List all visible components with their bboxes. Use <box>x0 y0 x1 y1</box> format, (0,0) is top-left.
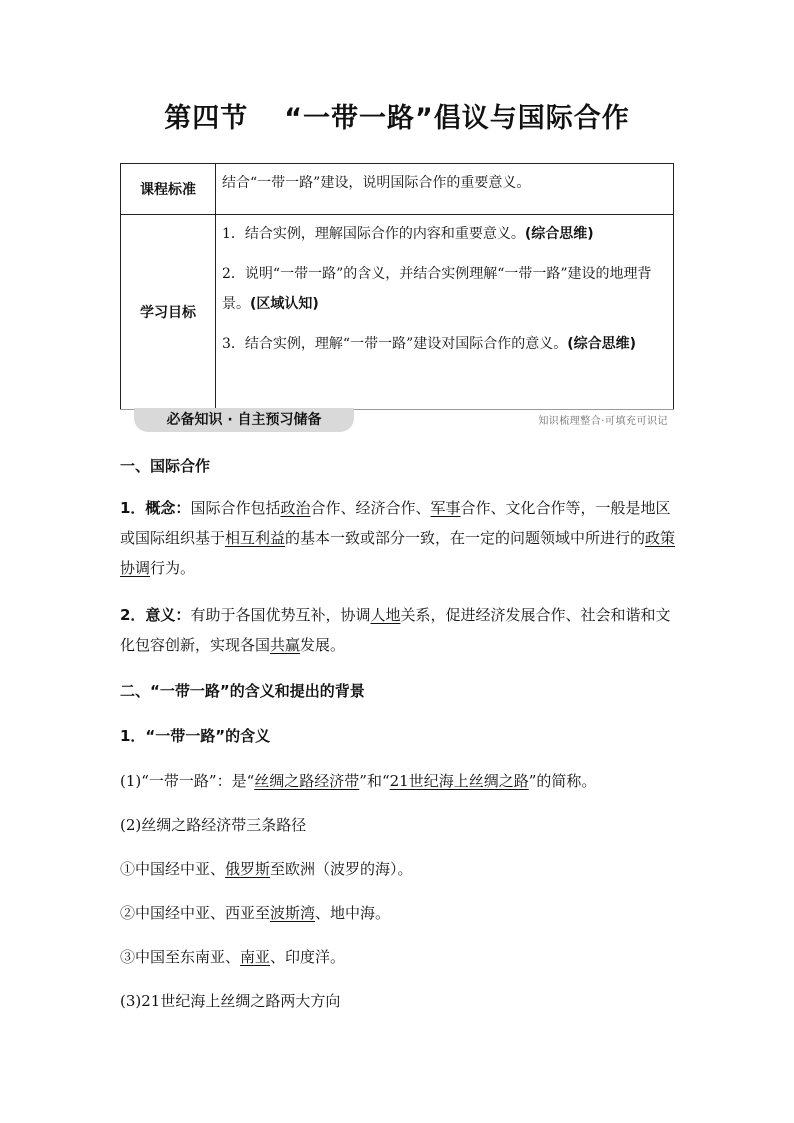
concept-lead: 1．概念： <box>120 499 191 517</box>
text-run: (1)“一带一路”：是“ <box>120 772 255 790</box>
goal-text: 3．结合实例，理解“一带一路”建设对国际合作的意义。 <box>222 336 568 352</box>
text-run: ②中国经中亚、西亚至 <box>120 904 271 922</box>
meaning-paragraph <box>120 600 680 660</box>
sub-heading-text: 1．“一带一路”的含义 <box>120 727 271 745</box>
text-run: 有助于各国优势互补，协调 <box>190 606 371 624</box>
page-title <box>0 96 794 135</box>
heading-text: 一、国际合作 <box>120 457 211 475</box>
text-run: ③中国至东南亚、 <box>120 948 241 966</box>
text-run: 的基本一致或部分一致，在一定的问题领域中所进行的 <box>285 529 646 547</box>
concept-paragraph <box>120 493 680 583</box>
goals-list <box>216 215 674 410</box>
text-run: 关系，促进经济发展合作、社会和谐和文化包容创新，实现各国 <box>120 606 671 654</box>
goal-item <box>222 259 667 319</box>
text-run: ①中国经中亚、 <box>120 860 226 878</box>
text-run: 、印度洋。 <box>270 948 346 966</box>
objectives-table <box>120 163 674 409</box>
standard-label: 课程标准 <box>121 164 216 215</box>
goal-item <box>222 219 667 249</box>
text-run: 国际合作包括 <box>190 499 281 517</box>
text-run: 至欧洲（波罗的海）。 <box>270 860 413 878</box>
banner-note: 知识梳理整合·可填充可识记 <box>538 416 668 427</box>
section-number: 第四节 <box>164 103 249 134</box>
route-item <box>120 898 680 928</box>
routes-heading: (2)丝绸之路经济带三条路径 <box>120 816 307 834</box>
text-run: 、地中海。 <box>315 904 391 922</box>
maritime-heading: (3)21世纪海上丝绸之路两大方向 <box>120 992 341 1010</box>
text-run: 行为。 <box>150 559 196 577</box>
fill-answer: 相互利益 <box>225 529 286 547</box>
fill-answer: 军事 <box>430 499 461 517</box>
goal-tag: (区域认知) <box>250 296 319 312</box>
section-title: “一带一路”倡议与国际合作 <box>284 103 630 134</box>
fill-answer: 21世纪海上丝绸之路 <box>389 772 529 790</box>
text-run: ”和“ <box>359 772 390 790</box>
fill-answer: 人地 <box>370 606 401 624</box>
sub-heading-meaning <box>120 721 680 751</box>
section-banner: 必备知识 · 自主预习储备 <box>134 408 354 432</box>
route-item <box>120 942 680 972</box>
fill-answer: 政策协调 <box>120 529 676 577</box>
goal-item <box>222 329 667 359</box>
fill-answer: 南亚 <box>240 948 271 966</box>
route-item <box>120 854 680 884</box>
meaning-lead: 2．意义： <box>120 606 191 624</box>
goal-text: 1．结合实例，理解国际合作的内容和重要意义。 <box>222 226 525 242</box>
goal-text: 2．说明“一带一路”的含义，并结合实例理解“一带一路”建设的地理背景。 <box>222 266 652 312</box>
heading-text: 二、“一带一路”的含义和提出的背景 <box>120 682 365 700</box>
text-run: ”的简称。 <box>528 772 597 790</box>
fill-answer: 俄罗斯 <box>225 860 271 878</box>
fill-answer: 波斯湾 <box>270 904 316 922</box>
text-run: 合作、经济合作、 <box>310 499 431 517</box>
heading-international-cooperation <box>120 451 680 481</box>
fill-answer: 政治 <box>280 499 311 517</box>
fill-answer: 共赢 <box>270 636 301 654</box>
goals-row <box>121 215 674 410</box>
text-run: 发展。 <box>300 636 346 654</box>
goal-tag: (综合思维) <box>567 336 637 352</box>
goal-tag: (综合思维) <box>524 226 594 242</box>
belt-road-definition <box>120 766 680 796</box>
text-run: 合作、文化合作等，一般是地区或国际组织基于 <box>120 499 671 547</box>
fill-answer: 丝绸之路经济带 <box>254 772 360 790</box>
standard-row <box>121 164 674 215</box>
heading-belt-road <box>120 676 680 706</box>
standard-text: 结合“一带一路”建设，说明国际合作的重要意义。 <box>216 164 674 215</box>
goals-label: 学习目标 <box>121 215 216 410</box>
